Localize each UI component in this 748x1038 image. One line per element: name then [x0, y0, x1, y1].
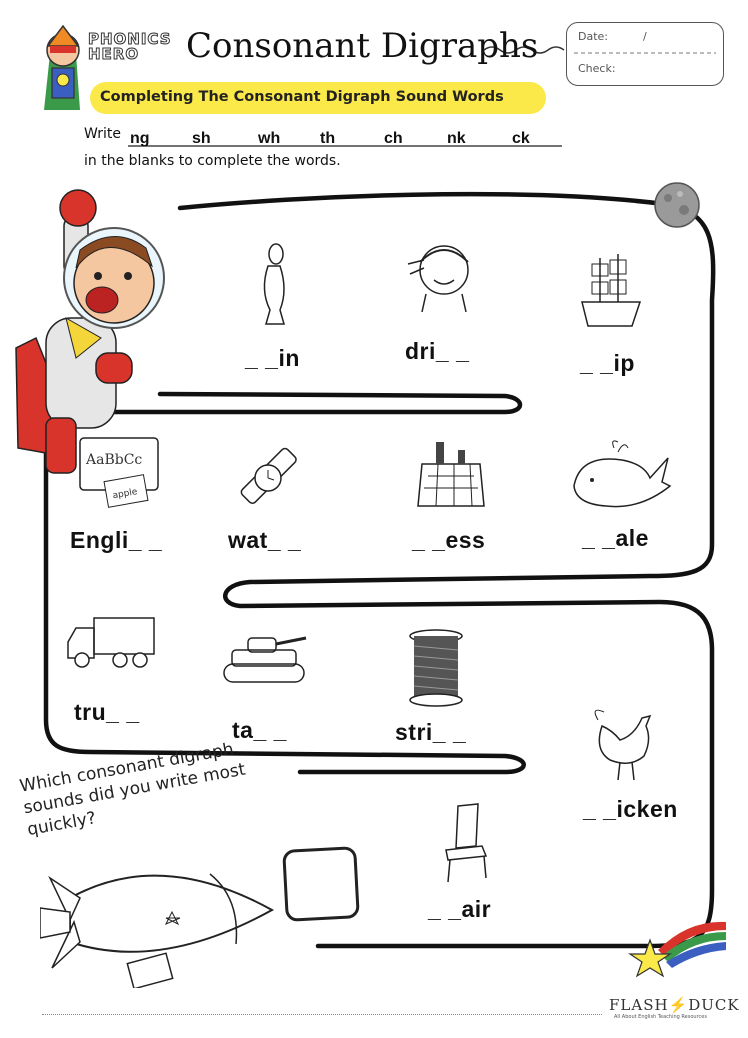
drink-face-icon	[404, 234, 484, 314]
watch-icon	[228, 438, 308, 518]
date-separator: /	[643, 30, 647, 43]
digraph-ch: ch	[384, 130, 403, 147]
chicken-icon	[590, 706, 666, 786]
answer-box[interactable]	[282, 846, 360, 922]
string-spool-icon	[404, 626, 468, 710]
thin-figure-icon	[250, 240, 298, 330]
tank-icon	[218, 630, 310, 690]
chess-board-icon	[414, 436, 488, 510]
word-3: _ _ip	[580, 350, 635, 376]
brand-duck: DUCK	[688, 996, 740, 1014]
word-11: _ _icken	[583, 796, 678, 822]
page-title: Consonant Digraphs	[186, 26, 539, 66]
chair-icon	[438, 800, 494, 884]
word-10: stri_ _	[395, 719, 467, 745]
word-2: dri_ _	[405, 338, 470, 364]
word-8: tru_ _	[74, 699, 140, 725]
rocket-icon	[40, 858, 278, 988]
date-label: Date:	[578, 30, 608, 43]
brand-tagline: All About English Teaching Resources	[614, 1014, 707, 1020]
flashduck-logo: FLASH⚡DUCK	[609, 996, 740, 1014]
hero-logo-icon	[36, 24, 90, 114]
brand-line-2: HERO	[88, 45, 140, 63]
digraph-sh: sh	[192, 130, 211, 147]
english-board-icon	[76, 434, 162, 510]
write-label: Write	[84, 126, 121, 142]
shooting-star-icon	[628, 916, 728, 980]
moon-icon	[650, 180, 706, 230]
brand-logo	[88, 32, 172, 62]
svg-text:AaBbCc: AaBbCc	[86, 452, 143, 468]
question-text: Which consonant digraph sounds did you write most quickly?	[18, 739, 247, 841]
digraph-nk: nk	[447, 130, 466, 147]
word-4: Engli_ _	[70, 527, 163, 553]
digraph-ng: ng	[130, 130, 150, 147]
word-9: ta_ _	[232, 717, 287, 743]
digraph-th: th	[320, 130, 336, 147]
word-7: _ _ale	[582, 525, 649, 551]
svg-text:apple: apple	[111, 487, 139, 502]
truck-icon	[64, 612, 158, 672]
word-1: _ _in	[245, 345, 300, 371]
digraph-ck: ck	[512, 130, 530, 147]
word-6: _ _ess	[412, 527, 486, 553]
brand-line-1: PHONICS	[88, 30, 172, 48]
footer-divider	[42, 1014, 602, 1015]
whale-icon	[570, 438, 674, 512]
instruction-text: in the blanks to complete the words.	[84, 153, 341, 169]
word-12: _ _air	[428, 896, 492, 922]
check-label: Check:	[578, 62, 616, 75]
digraph-wh: wh	[258, 130, 281, 147]
word-5: wat_ _	[228, 527, 302, 553]
brand-flash: FLASH	[609, 996, 669, 1014]
subtitle-text: Completing The Consonant Digraph Sound Words	[100, 89, 504, 105]
ship-icon	[576, 250, 646, 334]
